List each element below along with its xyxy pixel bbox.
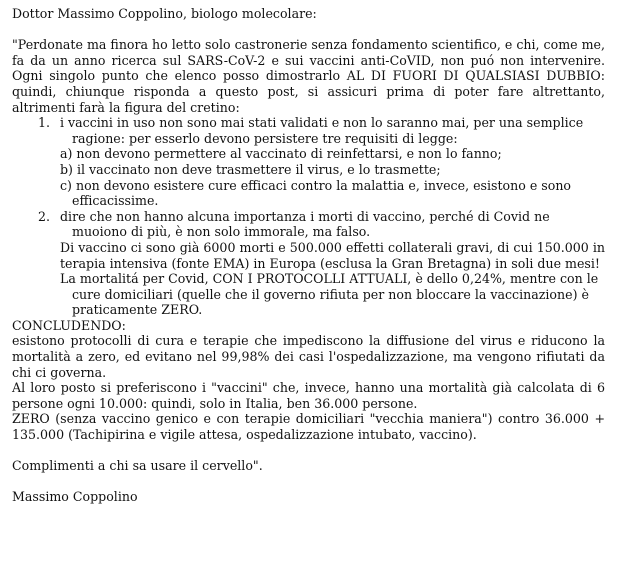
item2-line2: muoiono di più, è non solo immorale, ma falso. <box>72 224 371 240</box>
conclusion-paragraph-1: esistono protocolli di cura e terapie che impediscono la diffusione del virus e riducono la mortalità a zero, ed evitano nel 99,98% dei casi l'ospedalizzazione, ma vengono rifiutati da chi ci governa. <box>12 333 605 380</box>
item2-line1: dire che non hanno alcuna importanza i morti di vaccino, perché di Covid ne <box>60 208 550 224</box>
intro-paragraph: "Perdonate ma finora ho letto solo castronerie senza fondamento scientifico, e chi, come me, fa da un anno ricerca sul SARS-CoV-2 e sui vaccini anti-CoVID, non puó non intervenire. Ogni singolo punto che elenco posso dimostrarlo AL DI FUORI DI QUALSIASI DUBBIO: quindi, chiunque risponda a questo post, si assicuri prima di poter fare altrettanto, altrimenti farà la figura del cretino: <box>12 37 605 115</box>
item1-point-b: b) il vaccinato non deve trasmettere il virus, e lo trasmette; <box>60 161 441 177</box>
spacer <box>12 443 605 459</box>
item2-paragraph-1: Di vaccino ci sono già 6000 morti e 500.000 effetti collaterali gravi, di cui 150.000 in terapia intensiva (fonte EMA) in Europa (esclusa la Gran Bretagna) in soli due mesi! <box>60 239 605 271</box>
document-body <box>12 6 605 505</box>
item1-point-a: a) non devono permettere al vaccinato di reinfettarsi, e non lo fanno; <box>60 146 502 162</box>
item1-point-c: c) non devono esistere cure efficaci contro la malattia e, invece, esistono e sono <box>60 177 572 193</box>
item2-paragraph-2c: praticamente ZERO. <box>72 302 203 318</box>
item2-paragraph-2b: cure domiciliari (quelle che il governo rifiuta per non bloccare la vaccinazione) è <box>72 286 589 302</box>
conclusion-paragraph-2: Al loro posto si preferiscono i "vaccini" che, invece, hanno una mortalità già calcolata di 6 persone ogni 10.000: quindi, solo in Italia, ben 36.000 persone. <box>12 380 605 411</box>
closing-line: Complimenti a chi sa usare il cervello". <box>12 458 263 474</box>
document-heading: Dottor Massimo Coppolino, biologo molecolare: <box>12 6 317 21</box>
list-number-2: 2. <box>38 208 51 224</box>
spacer <box>12 474 605 490</box>
conclusion-heading: CONCLUDENDO: <box>12 317 126 333</box>
list-item-1 <box>12 115 605 146</box>
signature: Massimo Coppolino <box>12 489 138 505</box>
item2-paragraph-2a: La mortalitá per Covid, CON I PROTOCOLLI ATTUALI, è dello 0,24%, mentre con le <box>60 271 599 287</box>
item1-line2: ragione: per esserlo devono persistere tre requisiti di legge: <box>72 130 458 146</box>
spacer <box>12 22 605 38</box>
conclusion-paragraph-3: ZERO (senza vaccino genico e con terapie domiciliari "vecchia maniera") contro 36.000 + 135.000 (Tachipirina e vigile attesa, ospedalizzazione intubato, vaccino). <box>12 411 605 443</box>
list-item-2 <box>12 209 605 240</box>
item1-line1: i vaccini in uso non sono mai stati validati e non lo saranno mai, per una semplice <box>60 115 584 131</box>
list-number-1: 1. <box>38 115 51 131</box>
item1-point-c-cont: efficacissime. <box>72 193 159 209</box>
